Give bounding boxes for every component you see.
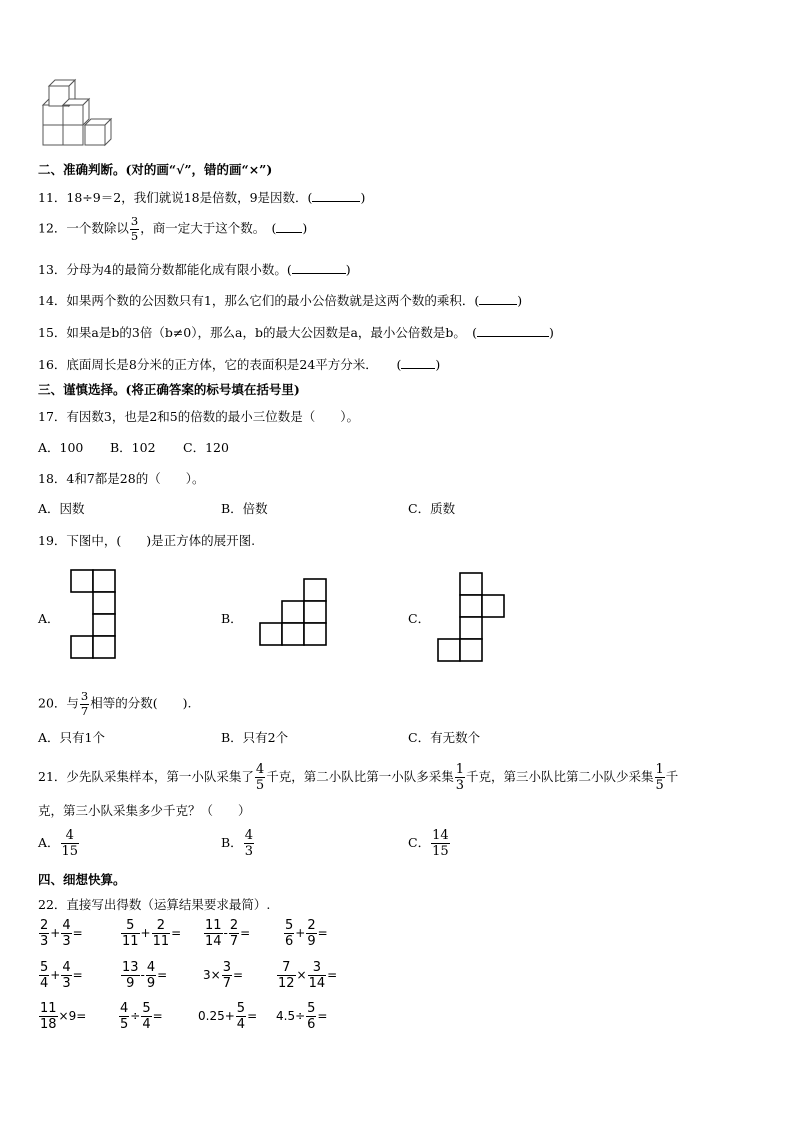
question-21 — [38, 763, 678, 792]
calc-3-2: $\frac{4}{5}$ ÷ $\frac{5}{4}$ = — [120, 1001, 163, 1032]
q20-fraction: $\frac{3}{7}$ — [80, 689, 89, 718]
q21-text-1: 少先队采集样本，第一小队采集了 — [66, 769, 254, 784]
calc-3-3: 0.25+ $\frac{5}{4}$ = — [198, 1001, 258, 1032]
q20-option-c[interactable]: C．有无数个 — [408, 730, 481, 745]
question-14 — [38, 291, 522, 309]
q17-option-b[interactable]: B．102 — [110, 440, 156, 455]
q19-text: 下图中，( )是正方体的展开图. — [66, 533, 256, 548]
q16-close: ) — [435, 357, 441, 372]
q18-text: 4和7都是28的（ ）。 — [66, 471, 205, 486]
question-18 — [38, 469, 204, 487]
q17-number: 17． — [38, 409, 67, 424]
q21-fraction-3: $\frac{1}{5}$ — [655, 762, 664, 793]
q19-option-b[interactable]: B． — [221, 611, 243, 626]
cube-net-a[interactable] — [70, 569, 120, 664]
question-22 — [38, 895, 270, 913]
question-11 — [38, 188, 365, 206]
q21-option-b-fraction: $\frac{4}{3}$ — [244, 828, 253, 859]
q12-post: ，商一定大于这个数。 ( — [140, 220, 277, 236]
q14-number: 14． — [38, 293, 67, 308]
q14-answer-blank[interactable] — [479, 294, 517, 305]
q12-answer-blank[interactable] — [276, 222, 302, 233]
q20-number: 20． — [38, 695, 67, 711]
q19-option-c[interactable]: C． — [408, 611, 431, 626]
question-17 — [38, 407, 359, 425]
q15-answer-blank[interactable] — [477, 326, 549, 337]
q13-close: ) — [345, 262, 351, 277]
section3-title: 三、谨慎选择。(将正确答案的标号填在括号里) — [38, 382, 300, 397]
q21-option-a[interactable] — [38, 829, 80, 858]
q22-number: 22． — [38, 897, 67, 912]
q14-text: 如果两个数的公因数只有1，那么它们的最小公倍数就是这两个数的乘积．( — [66, 293, 480, 308]
q17-option-a[interactable]: A．100 — [38, 440, 84, 455]
q18-option-c[interactable]: C．质数 — [408, 501, 456, 516]
q13-text: 分母为4的最简分数都能化成有限小数。( — [66, 262, 292, 277]
question-20 — [38, 691, 191, 717]
calc-2-3: 3× $\frac{3}{7}$ = — [203, 960, 244, 991]
q21-fraction-1: $\frac{4}{5}$ — [255, 762, 265, 793]
q21-text-4: 千 — [665, 769, 679, 784]
q21-text-2: 千克，第二小队比第一小队多采集 — [266, 769, 454, 784]
q21-line2: 克，第三小队采集多少千克？（ ） — [38, 803, 251, 818]
q17-option-c[interactable]: C．120 — [183, 440, 229, 455]
q11-number: 11． — [38, 190, 67, 205]
q17-text: 有因数3，也是2和5的倍数的最小三位数是（ ）。 — [66, 409, 360, 424]
q11-answer-blank[interactable] — [312, 191, 360, 202]
q12-close: ) — [302, 220, 308, 236]
calc-2-1: $\frac{5}{4}$ + $\frac{4}{3}$ = — [40, 960, 83, 991]
q16-answer-blank[interactable] — [401, 358, 435, 369]
q13-answer-blank[interactable] — [292, 263, 346, 274]
q18-number: 18． — [38, 471, 67, 486]
q21-option-c-fraction: $\frac{14}{15}$ — [432, 828, 449, 859]
q21-option-b[interactable] — [221, 829, 255, 858]
q21-fraction-2: $\frac{1}{3}$ — [455, 762, 464, 793]
question-13 — [38, 260, 351, 278]
q20-option-b[interactable]: B．只有2个 — [221, 730, 289, 745]
q20-post: 相等的分数( ). — [90, 695, 192, 711]
q11-close: ) — [360, 190, 366, 205]
q21-option-b-label: B． — [221, 835, 243, 850]
section4-title: 四、细想快算。 — [38, 872, 126, 887]
calc-3-4: 4.5÷ $\frac{5}{6}$ = — [276, 1001, 328, 1032]
calc-1-3: $\frac{11}{14}$ - $\frac{2}{7}$ = — [205, 918, 251, 949]
calc-2-4: $\frac{7}{12}$ × $\frac{3}{14}$ = — [278, 960, 338, 991]
q14-close: ) — [517, 293, 523, 308]
cube-net-c[interactable] — [437, 572, 509, 667]
question-19 — [38, 531, 255, 549]
q20-pre: 与 — [66, 695, 79, 711]
q11-text: 18÷9＝2，我们就说18是倍数，9是因数．( — [66, 190, 313, 205]
calc-2-2: $\frac{13}{9}$ - $\frac{4}{9}$ = — [122, 960, 168, 991]
q12-fraction: $\frac{3}{5}$ — [130, 214, 139, 243]
q15-number: 15． — [38, 325, 67, 340]
q19-option-a[interactable]: A． — [38, 611, 60, 626]
calc-3-1: $\frac{11}{18}$ ×9= — [40, 1001, 87, 1032]
calc-1-2: $\frac{5}{11}$ + $\frac{2}{11}$ = — [122, 918, 182, 949]
q12-number: 12． — [38, 220, 67, 236]
q21-option-a-label: A． — [38, 835, 60, 850]
q16-text: 底面周长是8分米的正方体，它的表面积是24平方分米． ( — [66, 357, 402, 372]
q21-text-3: 千克，第三小队比第二小队少采集 — [466, 769, 654, 784]
calc-1-1: $\frac{2}{3}$ + $\frac{4}{3}$ = — [40, 918, 83, 949]
cube-net-b[interactable] — [259, 578, 329, 650]
q18-option-a[interactable]: A．因数 — [38, 501, 85, 516]
q22-text: 直接写出得数（运算结果要求最简）. — [66, 897, 271, 912]
q13-number: 13． — [38, 262, 67, 277]
question-15 — [38, 323, 554, 341]
q16-number: 16． — [38, 357, 67, 372]
q21-option-a-fraction: $\frac{4}{15}$ — [61, 828, 79, 859]
q19-number: 19． — [38, 533, 67, 548]
q18-option-b[interactable]: B．倍数 — [221, 501, 268, 516]
question-16 — [38, 355, 440, 373]
q21-option-c-label: C． — [408, 835, 431, 850]
q15-close: ) — [549, 325, 554, 340]
q15-text: 如果a是b的3倍（b≠0），那么a，b的最大公因数是a，最小公倍数是b。 ( — [66, 325, 478, 340]
section2-title: 二、准确判断。(对的画“√”，错的画“×”) — [38, 162, 273, 177]
calc-1-4: $\frac{5}{6}$ + $\frac{2}{9}$ = — [285, 918, 328, 949]
q21-option-c[interactable] — [408, 829, 451, 858]
question-12 — [38, 216, 307, 242]
q20-option-a[interactable]: A．只有1个 — [38, 730, 105, 745]
q12-pre: 一个数除以 — [66, 220, 129, 236]
cube-stack-figure — [40, 72, 120, 152]
q21-number: 21． — [38, 769, 67, 784]
